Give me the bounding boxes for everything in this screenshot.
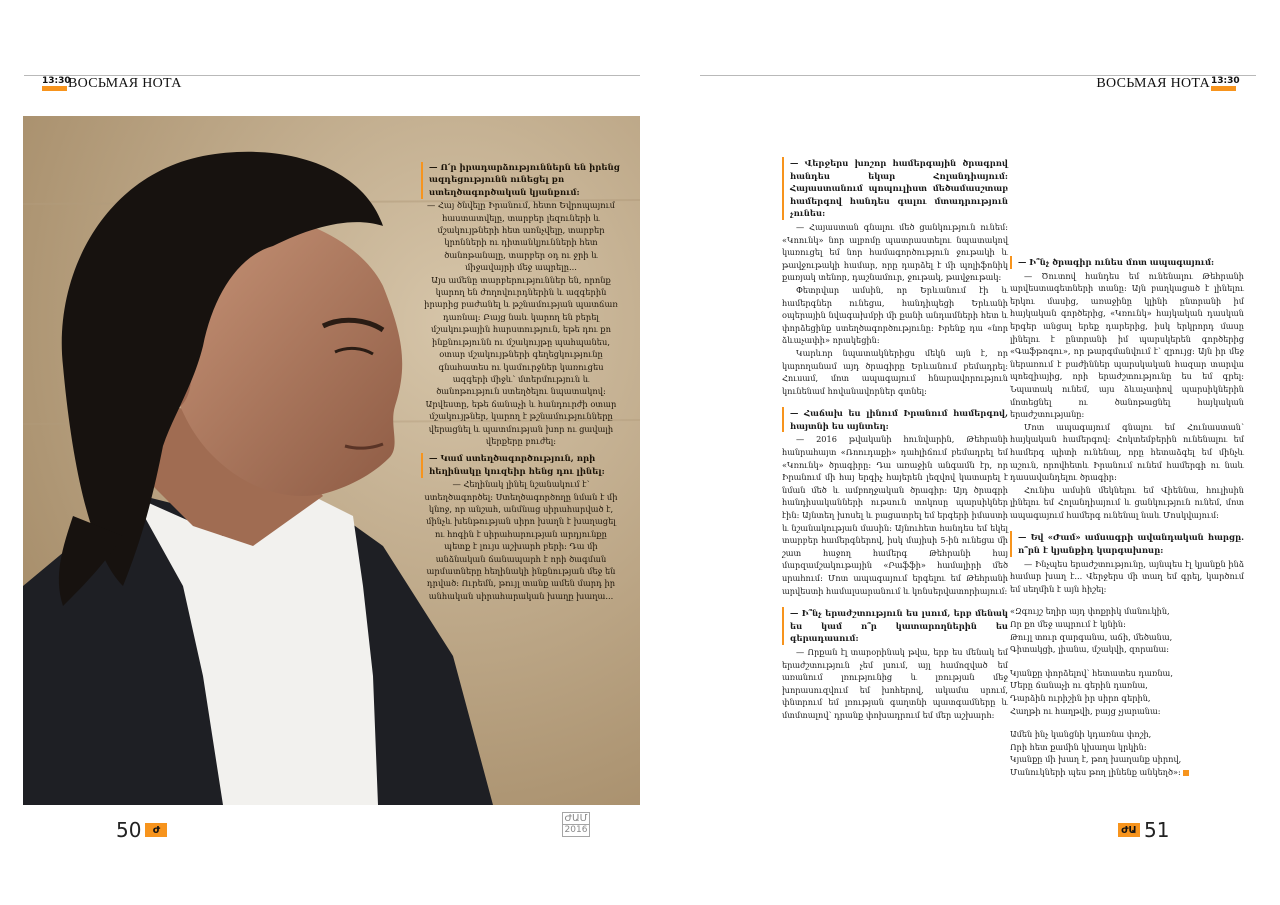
interview-answer: Փետրվար ամսին, որ Երևանում էի և համերգներ ունեցա, հանդիպեցի Երևանի օպերային նվագախմբի մի քանի անդամների հետ և փորձեցինք ստեղծագործությունը: Իրենք դա «նոր ձևաչափի» որակեցին:: [782, 284, 1008, 346]
photo-caption-text: [421, 156, 621, 602]
poem-line: «Զգույշ եղիր այդ փոքրիկ մանուկին,: [1010, 606, 1170, 617]
poem-line: [1010, 766, 1244, 779]
portrait-photo: [23, 116, 640, 805]
poem-line: Դարձին ուրիշին իր սիրո գերին,: [1010, 693, 1151, 703]
page-number: 51: [1144, 818, 1170, 842]
poem-last-line-text: Մանուկների պես թող լինենք անկեղծ»:: [1010, 766, 1181, 777]
poem-line: Ամեն ինչ կանցնի կդառնա փոշի,: [1010, 729, 1152, 740]
interview-answer: Մոտ ապագայում գնալու եմ Հունաստան՝ հայկական համերգով: Հոկտեմբերին ունենալու եմ համերգ պիտի ունենալ, որը հետաձգել եմ մինչև աշուն, որովհետև Իրանում ունեմ համերգի ու նաև դասավանդելու ծրագիր:: [1010, 421, 1244, 483]
poem-line: Որ քո մեջ ապրում է կյնին:: [1010, 619, 1126, 630]
poem-line: Որի հետ քամին կխաղա կրկին:: [1010, 741, 1147, 752]
time-badge-left: [42, 76, 71, 91]
interview-answer: Կարևոր նպատակներիցս մեկն այն է, որ կարողանամ այդ ծրագիրը Երևանում բեմադրել: Հուսամ, մոտ ապագայում հնարավորություն կունենամ հովանավորներ գտնել:: [782, 347, 1008, 396]
interview-question: — Կամ ստեղծագործություն, որի հեղինակը կուզեիր հենց դու լինել:: [421, 453, 621, 478]
issue-stamp: [562, 812, 590, 837]
poem-line: Գիտակցի, լիանա, մշակվի, զորանա:: [1010, 644, 1170, 655]
article-column-2: [1010, 256, 1244, 790]
page-number: 50: [116, 818, 142, 842]
poem: [1010, 605, 1244, 778]
logo-badge-icon: ԺԱ: [1118, 823, 1140, 837]
time-label: 13:30: [1211, 76, 1240, 86]
interview-question: — Ի՞նչ ծրագիր ունես մոտ ապագայում:: [1010, 256, 1244, 269]
interview-answer: Այս ամենը տարբերություններ են, որոնք կարող են ժողովուրդներին և ազգերին իրարից բաժանել և թշնամության պատճառ դառնալ: Բայց նաև կարող են բերել մշակութային հարստություն, եթե դու քո ինքնությունն ու մշակույթը պահպանես, օտար մշակույթների գեղեցկությունը գնահատես ու կամուրջներ կառուցես ազգերի միջև՝ մտերմություն և ծանոթություն ստեղծելու նպատակով:: [424, 274, 618, 397]
page-number-left: [116, 818, 171, 842]
poem-line: Մերը ճանաչի ու գերին դառնա,: [1010, 680, 1148, 691]
poem-line: Թույլ տուր զարգանա, աճի, մեծանա,: [1010, 631, 1173, 642]
poem-line: Հաղթի ու հաղթվի, բայց չյարանա:: [1010, 705, 1161, 716]
time-badge-right: [1211, 76, 1240, 91]
interview-answer: — Հայաստան գնալու մեծ ցանկություն ունեմ: «Կոունկ» նոր ալբոմը պատրաստելու նպատակով կառուցել եմ նոր համագործություն ջութակի և թավջութակի համար, որը դարձել է մի պոլիֆոնիկ քառյակ տենոր, դաշնամուր, ջութակ, թավջութակ:: [782, 221, 1008, 283]
magazine-title-left: ВОСЬМАЯ НОТА: [68, 76, 182, 91]
article-column-1: [782, 157, 1008, 722]
interview-question: — Հաճախ ես լինում Իրանում համերգով, հայտնի ես այնտեղ:: [782, 407, 1008, 432]
interview-question: — Ի՞նչ երաժշտություն ես լսում, երբ մենակ ես կամ ո՞ր կատարողներին ես գերադասում:: [782, 607, 1008, 645]
poem-line: Կյանքը փորձելով՝ հետատես դառնա,: [1010, 667, 1173, 678]
poem-stanza: [1010, 605, 1244, 655]
interview-answer: — Հայ ծնվելը Իրանում, հետո Եվրոպայում հաստատվելը, տարբեր լեզուների և մշակույթների հետ առնչվելը, տարբեր կրոնների ու դիտանկյունների հետ ծանոթանալը, տարբեր օդ ու ջրի և միջավայրի մեջ ապրելը...: [427, 200, 615, 273]
interview-answer: — Ծուտով հանդես եմ ունենալու Թեհրանի արվեստագետների տանը: Այն բաղկացած է լինելու երկու մասից, առաջինը կլինի ընտրանի իմ հայկական գործերից, «Կռունկ» հայկական դասկան երգեր անցալ երեք դարերից, իսկ երկրորդ մասը լինելու է ընտրանի իմ պարսկերեն գործերից «Գաֆթոգու», որ թարգմանվում է՝ զրույց: Այն իր մեջ ներառում է բաժիններ պարսկական հազար տարվա պոեզիայից, որի երաժշտությունը ես եմ գրել: Նպատակ ունեմ, այս ձևաչափով պարսիկներին մոտեցնել ու ծանոթացնել հայկական երաժշտությանը:: [1010, 270, 1244, 420]
interview-answer: — 2016 թվականի հունվարին, Թեհրանի հանրահայտ «Ռոուդաքի» դահլիճում բեմադրել եմ «Կռունկ» ծրագիրը: Դա առաջին անգամն էր, որ Իրանում մի հայ երգիչ հայերեն լեզվով կատարել է նման մեծ և ամբողջական ծրագիր: Այդ ծրագրի հանդիսականների ութսուն տոկոսը պարսիկներ էին: Այնտեղ խոսել և բացատրել եմ երգերի իմաստի և նշանակության մասին: Այնուհետ հանդես եմ եկել տարբեր համերգներով, իսկ մայիսի 5-ին ունեցա մի շատ հաջող համերգ Թեհրանի հայ մարզամշակութային «Րաֆֆի» համալիրի մեծ սրահում: Մոտ ապագայում երգելու եմ Թեհրանի արվեստի համալսարանում և կոնսերվատորիայում:: [782, 434, 1008, 596]
interview-answer: — Որքան էլ տարօրինակ թվա, երբ ես մենակ եմ երաժշտություն չեմ լսում, այլ համոզված եմ առանում լռությունից և լռության մեջ խորասուզվում եմ խոհերով, ակամա սրում, փնտրում եմ լռության գաղտնի պատգամները և մտմտալով՝ դրանք փոխադրում եմ մեր աշխարհ:: [782, 646, 1008, 720]
header-right: [1095, 76, 1240, 91]
interview-answer: Արվեստը, եթե ճանաչի և հանդուրժի օտար մշակույթներ, կարող է թշնամությունները վերացնել և պատմության խոր ու ցավալի վերքերը բուժել:: [425, 398, 617, 446]
end-of-article-icon: [1183, 770, 1189, 776]
interview-answer: — Ինչպես երաժշտությունը, այնպես էլ կյանքն ինձ համար խաղ է... Վերջերս մի տաղ եմ գրել, կարծում եմ սեղմին է այն հիշել:: [1010, 558, 1244, 594]
poem-stanza: [1010, 667, 1244, 717]
time-badge-bar: [42, 86, 67, 91]
magazine-title-right: ВОСЬМАЯ НОТА: [1096, 76, 1210, 91]
poem-stanza: [1010, 728, 1244, 778]
logo-badge-icon: Ժ: [145, 823, 167, 837]
time-label: 13:30: [42, 76, 71, 86]
interview-answer: Հունիս ամսին մեկնելու եմ Վիեննա, հուլիսին լինելու եմ Հոլանդիայում և ցանկություն ունեմ, մոտ ապագայում համերգ ունենալ նաև Մոսկվայում:: [1010, 484, 1244, 520]
interview-question: — Ո՛ր իրադարձություններն են իրենց ազդեցությունն ունեցել քո ստեղծագործական կյանքում:: [421, 162, 621, 199]
poem-line: Կյանքը մի խաղ է, թող խաղանք սիրով,: [1010, 754, 1182, 765]
page-number-right: [1114, 818, 1169, 842]
header-left: [42, 77, 183, 91]
interview-answer: — Հեղինակ լինել նշանակում է՝ ստեղծագործել: Ստեղծագործողը նման է մի կնոջ, որ անշահ, անմնաց սիրահարված է, մինչև խենթության սիրո խաղն է խաղացել ու հոգին է սիրահարության արդյունքը պետք է լույս աշխարհ բերի: Դա մի անձնական ճանապարհ է որի ծագման արմատները հեղինակի ինքնության մեջ են դրված: Ուրեմն, թույլ տանք ամեն մարդ իր անհական սիրահարական խաղը խաղա...: [424, 479, 618, 601]
time-badge-bar: [1211, 86, 1236, 91]
issue-month: ԺԱՄ: [562, 812, 590, 824]
interview-question: — Վերջերս խոշոր համերգային ծրագրով հանդես եկար Հոլանդիայում: Հայաստանում պոպուլիստ մեծամասշտաբ համերգով հանդես գալու մտադրություն չունես:: [782, 157, 1008, 220]
issue-year: 2016: [562, 824, 590, 837]
interview-question: — Եվ «Ժամ» ամսագրի ավանդական հարցը. ո՞րն է կյանքիդ կարգախոսը:: [1010, 531, 1244, 556]
